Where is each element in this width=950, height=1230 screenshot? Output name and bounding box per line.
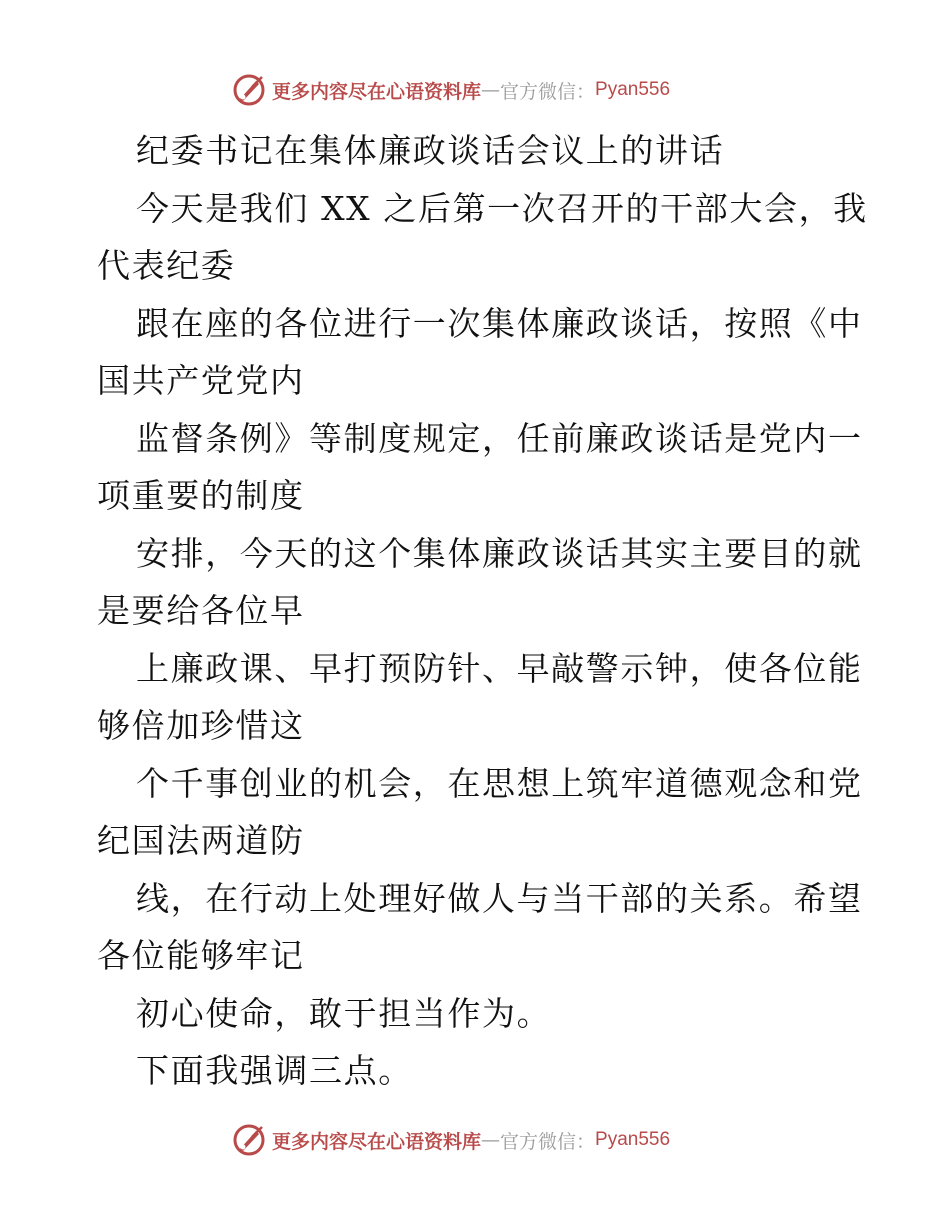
paragraph-line: 线，在行动上处理好做人与当干部的关系。希望	[136, 878, 863, 918]
footer-banner	[232, 1123, 670, 1157]
paragraph-line: 监督条例》等制度规定，任前廉政谈话是党内一	[136, 418, 863, 458]
paragraph-line: 够倍加珍惜这	[97, 706, 305, 745]
paragraph-line: 跟在座的各位进行一次集体廉政谈话，按照《中	[136, 303, 863, 343]
paragraph-line: 国共产党党内	[97, 361, 305, 400]
quill-pen-logo-icon	[232, 73, 266, 107]
paragraph-line: 上廉政课、早打预防针、早敲警示钟，使各位能	[136, 648, 863, 688]
paragraph-line: 代表纪委	[97, 246, 236, 285]
banner-wechat-id: Pyan556	[595, 79, 671, 100]
banner-wechat-id: Pyan556	[595, 1129, 671, 1150]
paragraph-line: 是要给各位早	[97, 591, 305, 630]
banner-title: 更多内容尽在心语资料库	[272, 80, 482, 103]
paragraph-line: 初心使命，敢于担当作为。	[136, 993, 552, 1033]
document-body	[97, 122, 868, 1100]
header-banner	[232, 73, 670, 107]
paragraph-line: 个千事创业的机会，在思想上筑牢道德观念和党	[136, 763, 863, 803]
paragraph-line: 下面我强调三点。	[136, 1051, 413, 1090]
paragraph-line: 项重要的制度	[97, 476, 305, 515]
quill-pen-logo-icon	[232, 1123, 266, 1157]
paragraph-line: 纪国法两道防	[97, 821, 305, 860]
banner-separator: —	[481, 79, 501, 101]
banner-title: 更多内容尽在心语资料库	[272, 1130, 482, 1153]
banner-separator: —	[481, 1129, 501, 1151]
paragraph-line: 安排，今天的这个集体廉政谈话其实主要目的就	[136, 533, 863, 573]
banner-wechat-label: 官方微信：	[500, 1130, 596, 1153]
paragraph-line: 各位能够牢记	[97, 936, 305, 975]
document-title: 纪委书记在集体廉政谈话会议上的讲话	[136, 131, 725, 170]
paragraph-line: 今天是我们 XX 之后第一次召开的干部大会，我	[136, 188, 868, 228]
banner-wechat-label: 官方微信：	[500, 80, 596, 103]
